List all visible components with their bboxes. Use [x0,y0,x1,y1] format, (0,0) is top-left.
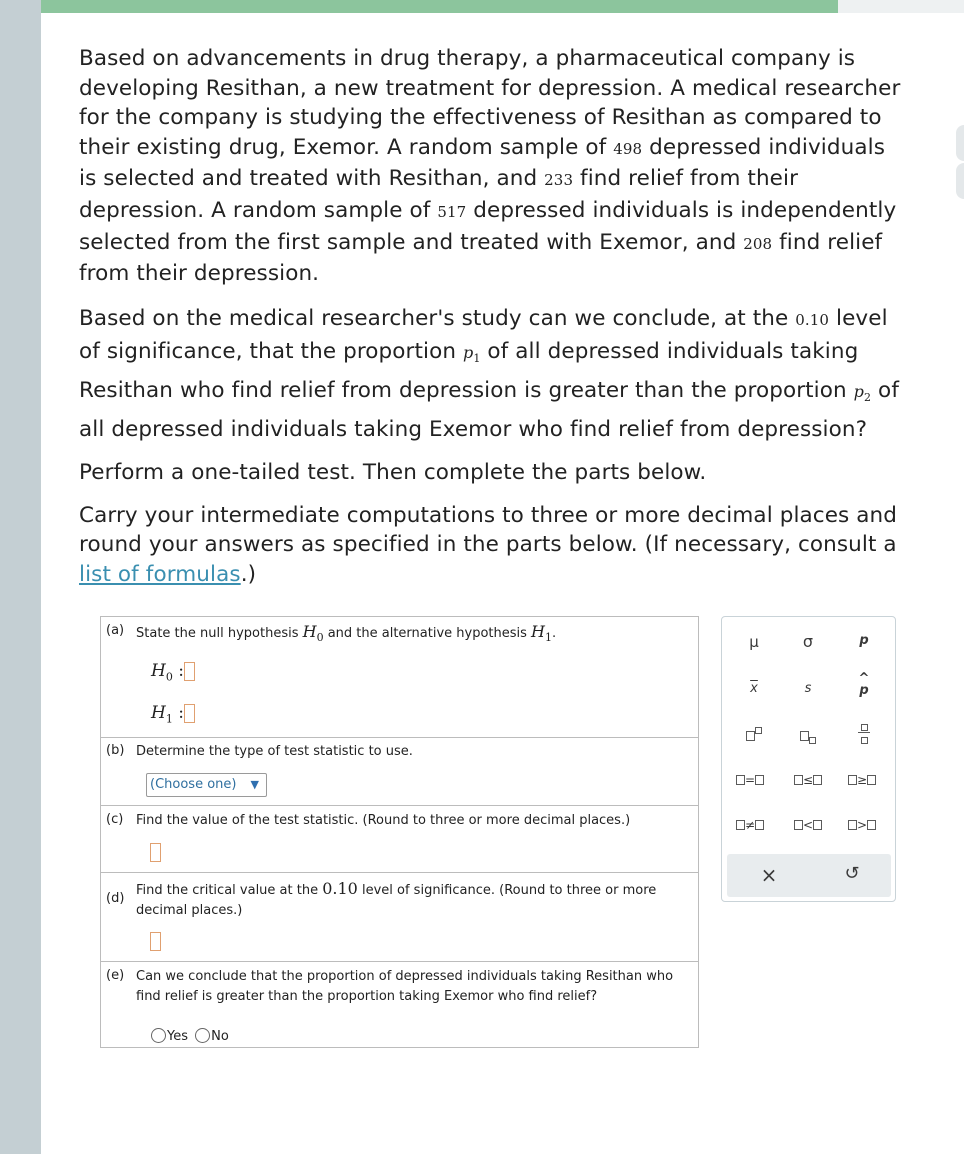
mu-button[interactable]: μ [749,633,759,651]
greater-equal-button[interactable]: ≥ [842,773,882,787]
part-c: (c) Find the value of the test statistic. (Round to three or more decimal places.) [101,806,698,873]
no-radio[interactable] [195,1028,210,1043]
test-statistic-select[interactable]: (Choose one) ▼ [146,773,267,797]
close-icon[interactable]: × [760,863,778,887]
less-than-button[interactable]: < [788,818,828,832]
part-e: (e) Can we conclude that the proportion of depressed individuals taking Resithan who find relief is greater than the proportion taking Exemor who find relief? Yes No [106,968,674,1044]
sigma-button[interactable]: σ [802,632,814,651]
problem-paragraph-3: Perform a one-tailed test. Then complete the parts below. [79,460,707,486]
s-button[interactable]: s [804,681,812,696]
symbol-palette [721,616,896,902]
problem-paragraph-1: Based on advancements in drug therapy, a pharmaceutical company is developing Resithan, a new treatment for depression. A medical researcher for the company is studying the effectiveness of Resithan as compared to their existing drug, Exemor. A random sample of 498 depressed individuals is selected and treated with Resithan, and 233 find relief from their depression. A random sample of 517 depressed individuals is independently selected from the first sample and treated with Exemor, and 208 find relief from their depression. [79,46,901,287]
problem-statement [79,44,909,590]
conclusion-options: Yes No [151,1028,229,1045]
problem-paragraph-4: Carry your intermediate computations to three or more decimal places and round your answers as specified in the parts below. (If necessary, consult a list of formulas.) [79,502,898,587]
side-tab[interactable] [956,125,964,161]
greater-than-button[interactable]: > [842,818,882,832]
side-tab[interactable] [956,163,964,199]
answer-panel [100,616,699,1048]
yes-radio[interactable] [151,1028,166,1043]
alt-hypothesis-row: $H_1$ : [151,703,195,725]
progress-bar [41,0,838,13]
equals-button[interactable]: = [730,773,770,787]
null-hypothesis-input[interactable] [184,662,195,681]
problem-paragraph-2: Based on the medical researcher's study can we conclude, at the 0.10 level of significance, that the proportion $p_1$ of all depressed individuals taking Resithan who find relief from depression is greater than the proportion $p_2$ of all depressed individuals taking Exemor who find relief from depression? [79,305,899,443]
progress-bar-track [838,0,964,13]
palette-actions [727,854,891,897]
superscript-button[interactable] [734,725,774,744]
phat-button[interactable]: ^ p [858,671,870,698]
null-hypothesis-row: $H_0$ : [151,661,195,683]
part-a: (a) State the null hypothesis $H_0$ and the alternative hypothesis $H_1$. $H_0$ : $H_1$ : [101,617,698,738]
fraction-button[interactable] [844,721,884,744]
chevron-down-icon: ▼ [250,778,259,791]
less-equal-button[interactable]: ≤ [788,773,828,787]
not-equal-button[interactable]: ≠ [730,818,770,832]
left-rail [0,0,41,1154]
subscript-button[interactable] [788,725,828,744]
part-b: (b) Determine the type of test statistic to use. (Choose one) ▼ [101,738,698,806]
alt-hypothesis-input[interactable] [184,704,195,723]
xbar-button[interactable]: $\overline{x}$ [750,681,758,696]
formulas-link[interactable]: list of formulas [79,561,241,587]
part-d: (d) Find the critical value at the 0.10 level of significance. (Round to three or more decimal places.) [101,873,698,962]
undo-icon[interactable]: ↺ [844,863,860,884]
critical-value-input[interactable] [150,932,161,951]
p-button[interactable]: p [859,633,869,648]
test-statistic-input[interactable] [150,843,161,862]
